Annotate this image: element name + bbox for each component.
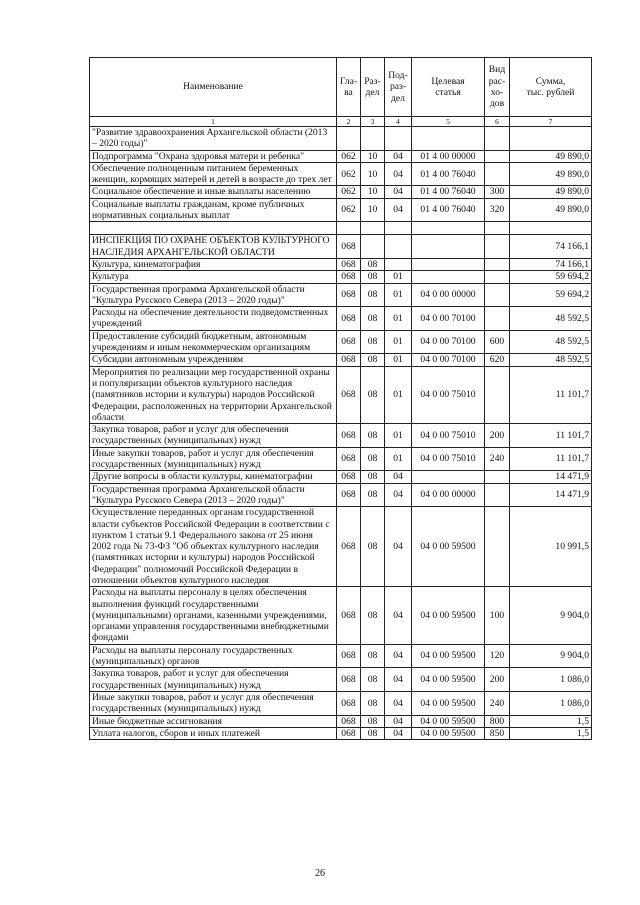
cell-sum: 49 890,0 [510, 198, 592, 222]
cell-podrazdel: 04 [385, 691, 412, 715]
cell-vid: 200 [485, 668, 510, 692]
cell-name: "Развитие здравоохранения Архангельской области (2013 – 2020 годы)" [90, 127, 337, 151]
cell-name [90, 222, 337, 235]
cell-glava: 068 [337, 668, 361, 692]
cell-vid: 200 [485, 424, 510, 448]
cell-glava [337, 127, 361, 151]
cell-sum: 74 166,1 [510, 258, 592, 270]
cell-sum [510, 127, 592, 151]
cell-glava [337, 222, 361, 235]
cell-glava: 068 [337, 507, 361, 587]
col-number: 2 [337, 117, 361, 127]
col-number: 3 [361, 117, 385, 127]
cell-vid: 320 [485, 198, 510, 222]
cell-article: 04 0 00 00000 [412, 283, 485, 307]
cell-article: 04 0 00 75010 [412, 447, 485, 471]
cell-name: Мероприятия по реализации мер государственной охраны и популяризации объектов культурного наследия (памятников истории и культуры) народов Российской Федерации, расположенных на территории Архангельской области [90, 366, 337, 423]
cell-podrazdel: 01 [385, 283, 412, 307]
cell-name: Расходы на выплаты персоналу в целях обеспечения выполнения функций государственными (муниципальными) органами, казенными учреждениями, органами управления государственными внебюджетными фондами [90, 587, 337, 644]
cell-name: Расходы на обеспечение деятельности подведомственных учреждений [90, 307, 337, 331]
cell-sum: 9 904,0 [510, 587, 592, 644]
cell-podrazdel: 04 [385, 198, 412, 222]
cell-name: Обеспечение полноценным питанием беременных женщин, кормящих матерей и детей в возрасте до трех лет [90, 162, 337, 186]
cell-vid [485, 162, 510, 186]
cell-glava: 068 [337, 307, 361, 331]
cell-podrazdel: 01 [385, 330, 412, 354]
column-number-row [90, 117, 592, 127]
cell-podrazdel: 01 [385, 424, 412, 448]
cell-glava: 068 [337, 644, 361, 668]
cell-article: 04 0 00 00000 [412, 483, 485, 507]
cell-name: Расходы на выплаты персоналу государственных (муниципальных) органов [90, 644, 337, 668]
table-row [90, 162, 592, 186]
col-number: 4 [385, 117, 412, 127]
col-name-header: Наименование [90, 58, 337, 117]
cell-name: Социальное обеспечение и иные выплаты населению [90, 186, 337, 198]
cell-name: Уплата налогов, сборов и иных платежей [90, 727, 337, 739]
cell-article: 01 4 00 76040 [412, 162, 485, 186]
table-row [90, 668, 592, 692]
table-row [90, 447, 592, 471]
col-number: 5 [412, 117, 485, 127]
cell-name: Культура, кинематография [90, 258, 337, 270]
cell-sum: 59 694,2 [510, 271, 592, 283]
cell-glava: 068 [337, 471, 361, 483]
cell-razdel: 10 [361, 198, 385, 222]
cell-name: Другие вопросы в области культуры, кинематографии [90, 471, 337, 483]
cell-razdel: 10 [361, 150, 385, 162]
cell-podrazdel: 04 [385, 644, 412, 668]
cell-vid [485, 235, 510, 259]
table-row [90, 235, 592, 259]
col-number: 1 [90, 117, 337, 127]
table-body [90, 127, 592, 740]
cell-vid: 240 [485, 691, 510, 715]
cell-glava: 068 [337, 587, 361, 644]
cell-podrazdel [385, 258, 412, 270]
cell-razdel: 08 [361, 424, 385, 448]
cell-vid [485, 127, 510, 151]
cell-article: 04 0 00 59500 [412, 587, 485, 644]
table-row [90, 483, 592, 507]
cell-vid [485, 222, 510, 235]
table-row [90, 330, 592, 354]
cell-razdel: 08 [361, 483, 385, 507]
cell-name: Государственная программа Архангельской области "Культура Русского Севера (2013 – 2020 годы)" [90, 283, 337, 307]
table-row [90, 198, 592, 222]
cell-vid: 100 [485, 587, 510, 644]
cell-name: Закупка товаров, работ и услуг для обеспечения государственных (муниципальных) нужд [90, 424, 337, 448]
cell-article [412, 127, 485, 151]
cell-razdel: 10 [361, 162, 385, 186]
cell-podrazdel: 04 [385, 668, 412, 692]
cell-vid [485, 507, 510, 587]
cell-razdel [361, 127, 385, 151]
col-glava-header: Гла- ва [337, 58, 361, 117]
cell-podrazdel: 04 [385, 186, 412, 198]
table-row [90, 644, 592, 668]
cell-vid [485, 258, 510, 270]
cell-article: 04 0 00 70100 [412, 354, 485, 366]
cell-sum: 1,5 [510, 715, 592, 727]
cell-vid [485, 483, 510, 507]
cell-sum: 14 471,9 [510, 471, 592, 483]
table-row [90, 715, 592, 727]
cell-article: 04 0 00 59500 [412, 507, 485, 587]
col-sum-header: Сумма, тыс. рублей [510, 58, 592, 117]
cell-article [412, 271, 485, 283]
cell-vid [485, 271, 510, 283]
cell-razdel: 10 [361, 186, 385, 198]
cell-vid [485, 307, 510, 331]
cell-vid: 120 [485, 644, 510, 668]
cell-razdel: 08 [361, 307, 385, 331]
cell-name: Иные закупки товаров, работ и услуг для обеспечения государственных (муниципальных) нужд [90, 691, 337, 715]
cell-sum: 1 086,0 [510, 691, 592, 715]
cell-razdel: 08 [361, 507, 385, 587]
cell-razdel: 08 [361, 354, 385, 366]
cell-article: 04 0 00 75010 [412, 366, 485, 423]
cell-sum: 11 101,7 [510, 447, 592, 471]
cell-name: ИНСПЕКЦИЯ ПО ОХРАНЕ ОБЪЕКТОВ КУЛЬТУРНОГО НАСЛЕДИЯ АРХАНГЕЛЬСКОЙ ОБЛАСТИ [90, 235, 337, 259]
cell-podrazdel: 01 [385, 354, 412, 366]
cell-razdel: 08 [361, 587, 385, 644]
cell-glava: 062 [337, 162, 361, 186]
table-row [90, 691, 592, 715]
cell-podrazdel: 04 [385, 727, 412, 739]
cell-glava: 068 [337, 715, 361, 727]
budget-table [89, 57, 592, 740]
cell-article [412, 235, 485, 259]
cell-podrazdel: 01 [385, 366, 412, 423]
cell-razdel: 08 [361, 691, 385, 715]
cell-podrazdel: 04 [385, 507, 412, 587]
cell-article: 01 4 00 00000 [412, 150, 485, 162]
cell-name: Закупка товаров, работ и услуг для обеспечения государственных (муниципальных) нужд [90, 668, 337, 692]
cell-article [412, 222, 485, 235]
cell-razdel: 08 [361, 727, 385, 739]
table-row [90, 507, 592, 587]
cell-sum: 1 086,0 [510, 668, 592, 692]
cell-glava: 062 [337, 198, 361, 222]
cell-article: 01 4 00 76040 [412, 186, 485, 198]
col-number: 7 [510, 117, 592, 127]
cell-article: 01 4 00 76040 [412, 198, 485, 222]
table-row [90, 354, 592, 366]
cell-razdel: 08 [361, 668, 385, 692]
cell-sum: 11 101,7 [510, 366, 592, 423]
table-row [90, 271, 592, 283]
cell-sum: 74 166,1 [510, 235, 592, 259]
cell-podrazdel: 01 [385, 307, 412, 331]
cell-razdel: 08 [361, 283, 385, 307]
col-razdel-header: Раз- дел [361, 58, 385, 117]
cell-name: Иные бюджетные ассигнования [90, 715, 337, 727]
cell-vid [485, 283, 510, 307]
cell-vid [485, 471, 510, 483]
cell-sum: 49 890,0 [510, 150, 592, 162]
cell-article: 04 0 00 59500 [412, 727, 485, 739]
cell-podrazdel [385, 127, 412, 151]
cell-glava: 062 [337, 150, 361, 162]
table-row [90, 150, 592, 162]
cell-podrazdel: 04 [385, 471, 412, 483]
cell-razdel: 08 [361, 447, 385, 471]
col-vid-header: Вид рас- хо- дов [485, 58, 510, 117]
cell-sum: 10 991,5 [510, 507, 592, 587]
cell-razdel: 08 [361, 471, 385, 483]
cell-podrazdel: 01 [385, 447, 412, 471]
cell-glava: 068 [337, 424, 361, 448]
cell-name: Иные закупки товаров, работ и услуг для обеспечения государственных (муниципальных) нужд [90, 447, 337, 471]
cell-article [412, 471, 485, 483]
cell-sum: 59 694,2 [510, 283, 592, 307]
col-podrazdel-header: Под- раз- дел [385, 58, 412, 117]
cell-name: Социальные выплаты гражданам, кроме публичных нормативных социальных выплат [90, 198, 337, 222]
cell-glava: 068 [337, 330, 361, 354]
table-row [90, 471, 592, 483]
cell-name: Подпрограмма "Охрана здоровья матери и ребенка" [90, 150, 337, 162]
table-row [90, 127, 592, 151]
table-row [90, 283, 592, 307]
cell-glava: 068 [337, 258, 361, 270]
cell-razdel: 08 [361, 258, 385, 270]
cell-article: 04 0 00 59500 [412, 691, 485, 715]
cell-article: 04 0 00 59500 [412, 668, 485, 692]
page-number: 26 [315, 868, 325, 879]
cell-vid: 620 [485, 354, 510, 366]
cell-podrazdel [385, 222, 412, 235]
cell-podrazdel: 04 [385, 715, 412, 727]
cell-article: 04 0 00 70100 [412, 330, 485, 354]
cell-name: Субсидии автономным учреждениям [90, 354, 337, 366]
cell-glava: 068 [337, 235, 361, 259]
cell-glava: 068 [337, 483, 361, 507]
cell-name: Государственная программа Архангельской области "Культура Русского Севера (2013 – 2020 годы)" [90, 483, 337, 507]
cell-razdel: 08 [361, 330, 385, 354]
cell-vid: 300 [485, 186, 510, 198]
cell-glava: 068 [337, 354, 361, 366]
cell-sum [510, 222, 592, 235]
cell-razdel [361, 222, 385, 235]
cell-podrazdel: 04 [385, 162, 412, 186]
cell-podrazdel: 04 [385, 150, 412, 162]
cell-glava: 068 [337, 271, 361, 283]
cell-podrazdel [385, 235, 412, 259]
cell-vid: 850 [485, 727, 510, 739]
cell-razdel [361, 235, 385, 259]
cell-glava: 068 [337, 727, 361, 739]
cell-sum: 11 101,7 [510, 424, 592, 448]
cell-name: Культура [90, 271, 337, 283]
cell-glava: 062 [337, 186, 361, 198]
cell-razdel: 08 [361, 715, 385, 727]
col-article-header: Целевая статья [412, 58, 485, 117]
cell-sum: 9 904,0 [510, 644, 592, 668]
cell-glava: 068 [337, 691, 361, 715]
table-row [90, 366, 592, 423]
cell-sum: 48 592,5 [510, 330, 592, 354]
cell-sum: 1,5 [510, 727, 592, 739]
cell-sum: 49 890,0 [510, 186, 592, 198]
cell-razdel: 08 [361, 644, 385, 668]
cell-sum: 48 592,5 [510, 307, 592, 331]
cell-podrazdel: 04 [385, 587, 412, 644]
cell-vid [485, 366, 510, 423]
cell-glava: 068 [337, 283, 361, 307]
cell-name: Осуществление переданных органам государственной власти субъектов Российской Федерации в соответствии с пунктом 1 статьи 9.1 Федерального закона от 25 июня 2002 года № 73-ФЗ "Об объектах культурного наследия (памятниках истории и культуры) народов Российской Федерации" полномочий Российской Федерации в отношении объектов культурного наследия [90, 507, 337, 587]
cell-vid: 240 [485, 447, 510, 471]
cell-sum: 14 471,9 [510, 483, 592, 507]
table-row [90, 186, 592, 198]
cell-vid [485, 150, 510, 162]
cell-article: 04 0 00 75010 [412, 424, 485, 448]
cell-name: Предоставление субсидий бюджетным, автономным учреждениям и иным некоммерческим организациям [90, 330, 337, 354]
col-number: 6 [485, 117, 510, 127]
table-header-row [90, 58, 592, 117]
cell-article: 04 0 00 59500 [412, 715, 485, 727]
cell-sum: 48 592,5 [510, 354, 592, 366]
cell-article: 04 0 00 59500 [412, 644, 485, 668]
table-row [90, 727, 592, 739]
cell-podrazdel: 04 [385, 483, 412, 507]
cell-glava: 068 [337, 366, 361, 423]
table-row [90, 424, 592, 448]
cell-vid: 600 [485, 330, 510, 354]
cell-razdel: 08 [361, 271, 385, 283]
cell-vid: 800 [485, 715, 510, 727]
table-row [90, 587, 592, 644]
cell-razdel: 08 [361, 366, 385, 423]
cell-glava: 068 [337, 447, 361, 471]
table-row [90, 258, 592, 270]
cell-podrazdel: 01 [385, 271, 412, 283]
cell-sum: 49 890,0 [510, 162, 592, 186]
table-row [90, 222, 592, 235]
cell-article [412, 258, 485, 270]
table-row [90, 307, 592, 331]
cell-article: 04 0 00 70100 [412, 307, 485, 331]
